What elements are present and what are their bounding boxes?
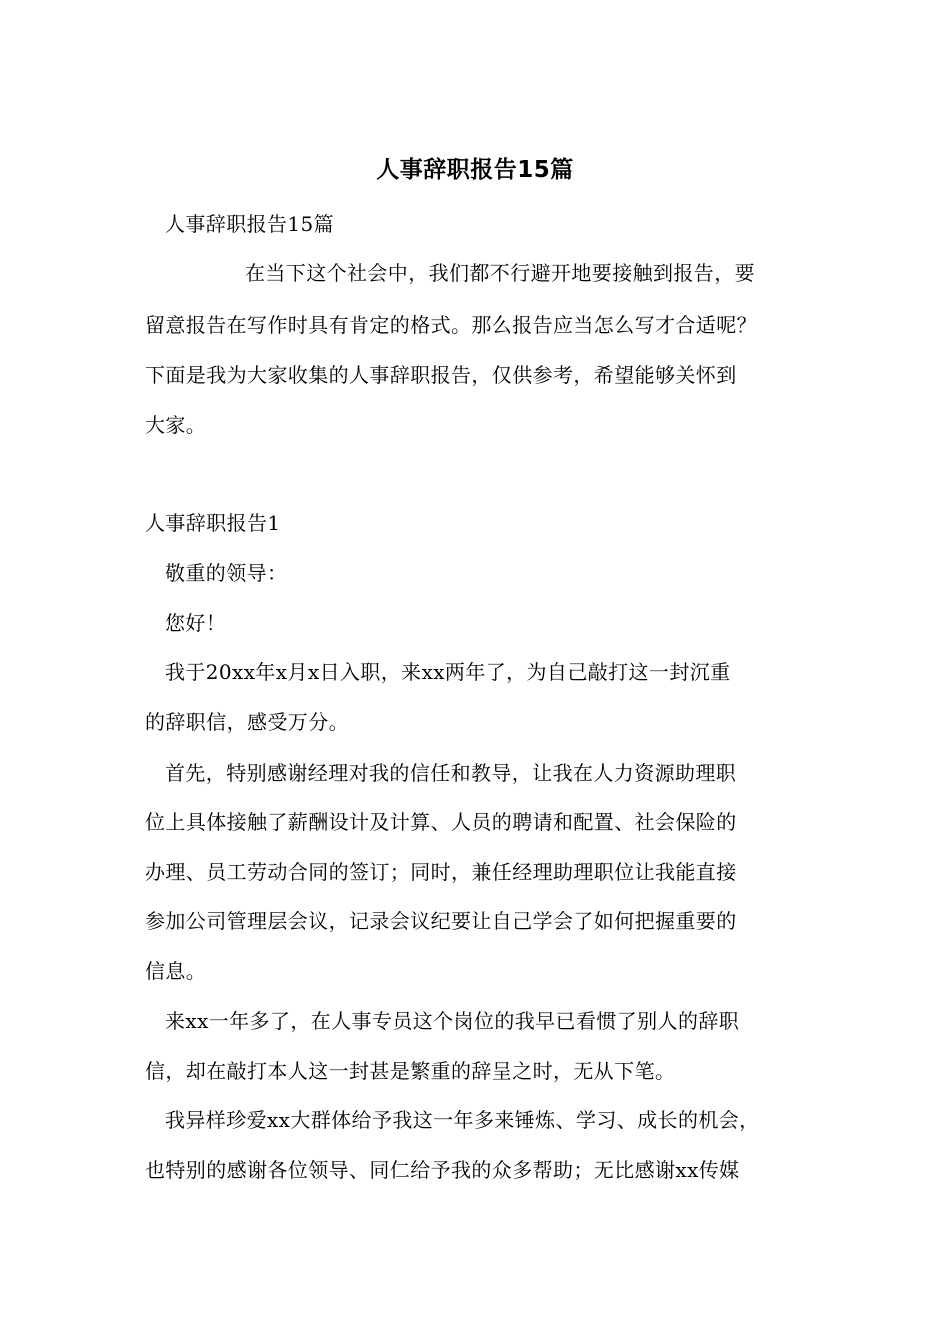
paragraph-line: 来xx一年多了，在人事专员这个岗位的我早已看惯了别人的辞职	[165, 1009, 740, 1033]
salutation: 敬重的领导：	[165, 561, 288, 585]
section-heading: 人事辞职报告1	[145, 511, 281, 535]
greeting: 您好！	[165, 611, 227, 635]
document-subtitle: 人事辞职报告15篇	[165, 212, 335, 236]
paragraph-line: 首先，特别感谢经理对我的信任和教导，让我在人力资源助理职	[165, 761, 737, 785]
intro-line: 留意报告在写作时具有肯定的格式。那么报告应当怎么写才合适呢？	[145, 313, 757, 337]
paragraph-line: 位上具体接触了薪酬设计及计算、人员的聘请和配置、社会保险的	[145, 810, 737, 834]
paragraph-line: 我异样珍爱xx大群体给予我这一年多来锤炼、学习、成长的机会，	[165, 1108, 760, 1132]
paragraph-line: 的辞职信，感受万分。	[145, 710, 349, 734]
intro-line: 在当下这个社会中，我们都不行避开地要接触到报告，要	[245, 261, 755, 285]
paragraph-line: 办理、员工劳动合同的签订；同时，兼任经理助理职位让我能直接	[145, 860, 737, 884]
document-title: 人事辞职报告15篇	[376, 157, 574, 183]
paragraph-line: 信息。	[145, 959, 207, 983]
paragraph-line: 信，却在敲打本人这一封甚是繁重的辞呈之时，无从下笔。	[145, 1059, 676, 1083]
paragraph-line: 我于20xx年x月x日入职，来xx两年了，为自己敲打这一封沉重	[165, 660, 731, 684]
paragraph-line: 也特别的感谢各位领导、同仁给予我的众多帮助；无比感谢xx传媒	[145, 1158, 740, 1182]
paragraph-line: 参加公司管理层会议，记录会议纪要让自己学会了如何把握重要的	[145, 909, 737, 933]
intro-line: 下面是我为大家收集的人事辞职报告，仅供参考，希望能够关怀到	[145, 363, 737, 387]
intro-line: 大家。	[145, 413, 207, 437]
